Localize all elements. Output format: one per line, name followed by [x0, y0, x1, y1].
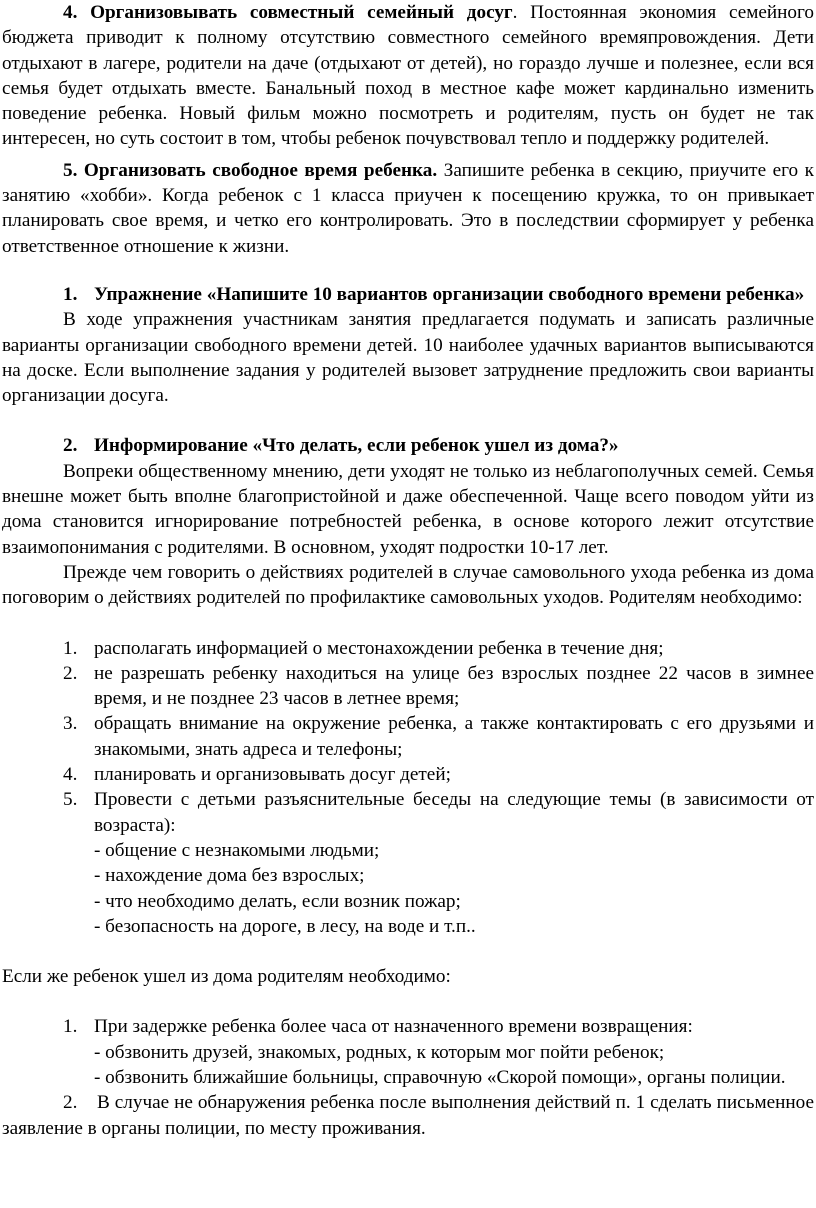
informing-title: Информирование «Что делать, если ребенок ушел из дома?» — [94, 435, 619, 457]
list-item-number: 3. — [63, 713, 78, 735]
topic-line: - общение с незнакомыми людьми; — [94, 839, 380, 861]
list-item-text: обращать внимание на окружение ребенка, а также контактировать с его друзьями и знакомыми, знать адреса и телефоны; — [94, 713, 814, 760]
action-line: - обзвонить ближайшие больницы, справочную «Скорой помощи», органы полиции. — [94, 1066, 786, 1088]
if-left-intro: Если же ребенок ушел из дома родителям необходимо: — [2, 966, 451, 988]
list-item-number: 5. — [63, 789, 78, 811]
if-left-item-2 — [2, 1090, 814, 1141]
list-item-number: 2. — [63, 1092, 78, 1114]
list-item — [2, 661, 814, 712]
list-item-number: 1. — [63, 1016, 78, 1038]
topic-line: - безопасность на дороге, в лесу, на воде и т.п.. — [94, 915, 476, 937]
informing-number: 2. — [63, 435, 78, 457]
list-item — [2, 762, 814, 787]
list-item-text: не разрешать ребенку находиться на улице без взрослых позднее 22 часов в зимнее время, и не позднее 23 часов в летнее время; — [94, 662, 814, 710]
list-item — [2, 711, 814, 762]
section-5-text: Запишите ребенка в секцию, приучите его к занятию «хобби». Когда ребенок с 1 класса приучен к посещению кружка, то он привыкает планировать свое время, и четко его контролировать. Это в последствии сформирует у ребенка ответственное отношение к жизни. — [2, 159, 814, 257]
section-4-heading: 4. Организовывать совместный семейный досуг — [63, 2, 513, 23]
if-left-item-1 — [2, 1014, 814, 1039]
section-5-heading: 5. Организовать свободное время ребенка. — [63, 159, 438, 181]
prevention-list — [2, 636, 814, 940]
section-4-text: . Постоянная экономия семейного бюджета приводит к полному отсутствию совместного семейного времяпровождения. Дети отдыхают в лагере, родители на даче (отдыхают от детей), но гораздо лучше и полезнее, если вся семья будет отдыхать вместе. Банальный поход в местное кафе может кардинально изменить поведение ребенка. Новый фильм можно посмотреть и родителям, пусть он будет не так интересен, но суть состоит в том, чтобы ребенок почувствовал тепло и поддержку родителей. — [2, 2, 814, 150]
list-item-text: При задержке ребенка более часа от назначенного времени возвращения: — [94, 1016, 693, 1038]
action-line: - обзвонить друзей, знакомых, родных, к которым мог пойти ребенок; — [94, 1041, 665, 1063]
exercise-title: Упражнение «Напишите 10 вариантов организации свободного времени ребенка» — [94, 283, 805, 305]
exercise-number: 1. — [63, 283, 78, 305]
section-4-paragraph — [2, 0, 814, 152]
exercise-paragraph: В ходе упражнения участникам занятия предлагается подумать и записать различные варианты организации свободного времени детей. 10 наиболее удачных вариантов выписываются на доске. Если выполнение задания у родителей вызовет затруднение предложить свои варианты организации досуга. — [2, 309, 814, 407]
exercise-heading — [2, 282, 814, 307]
section-5-paragraph — [2, 158, 814, 259]
list-item-text: В случае не обнаружения ребенка после выполнения действий п. 1 сделать письменное заявление в органы полиции, по месту проживания. — [2, 1092, 814, 1139]
topic-line: - что необходимо делать, если возник пожар; — [94, 890, 461, 912]
list-item-number: 2. — [63, 662, 78, 684]
list-item-text: располагать информацией о местонахождении ребенка в течение дня; — [94, 637, 664, 659]
list-item — [2, 787, 814, 838]
list-item-text: планировать и организовывать досуг детей; — [94, 764, 451, 786]
list-item — [2, 636, 814, 661]
list-item-number: 4. — [63, 764, 78, 786]
topic-line: - нахождение дома без взрослых; — [94, 865, 365, 887]
informing-heading — [2, 433, 814, 458]
informing-paragraph-1: Вопреки общественному мнению, дети уходят не только из неблагополучных семей. Семья внешне может быть вполне благопристойной и даже обеспеченной. Чаще всего поводом уйти из дома становится игнорирование потребностей ребенка, в основе которого лежит отсутствие взаимопонимания с родителями. В основном, уходят подростки 10-17 лет. — [2, 460, 814, 558]
list-item-number: 1. — [63, 637, 78, 659]
list-item-text: Провести с детьми разъяснительные беседы на следующие темы (в зависимости от возраста): — [94, 789, 814, 836]
informing-paragraph-2: Прежде чем говорить о действиях родителей в случае самовольного ухода ребенка из дома поговорим о действиях родителей по профилактике самовольных уходов. Родителям необходимо: — [2, 561, 814, 609]
